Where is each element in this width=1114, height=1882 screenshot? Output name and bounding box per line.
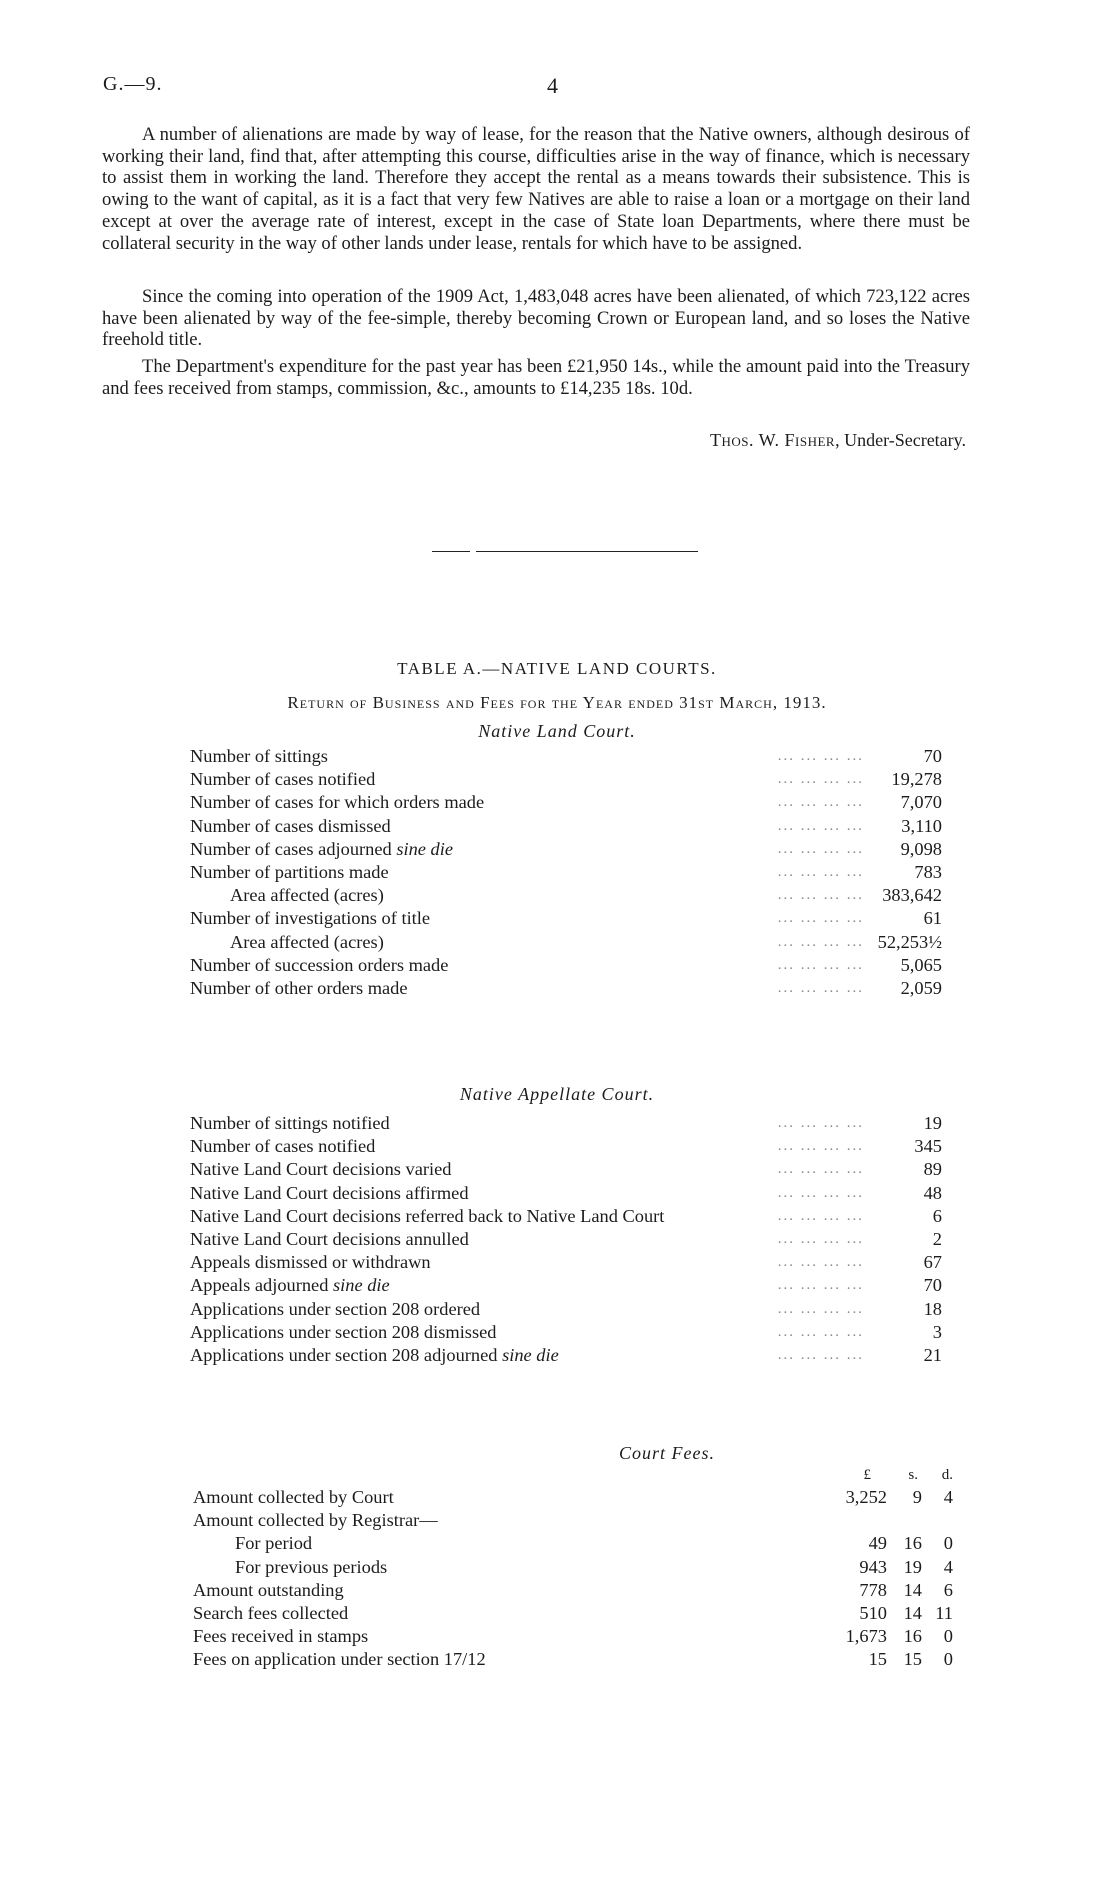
row-value: 18 (923, 1298, 942, 1319)
document-reference: G.—9. (103, 73, 163, 95)
fees-row (193, 1485, 953, 1509)
leader-dots: ... ... ... ... (777, 1161, 864, 1178)
table-title: TABLE A.—NATIVE LAND COURTS. (397, 659, 717, 678)
row-value: 345 (914, 1136, 942, 1157)
row-label (190, 744, 328, 768)
section-heading-land-court: Native Land Court. (478, 721, 636, 741)
row-label-text: Area affected (acres) (230, 885, 384, 906)
row-value: 2,059 (900, 978, 942, 998)
row-value: 52,253½ (877, 931, 942, 952)
leader-dots: ... ... ... ... (777, 980, 864, 996)
table-row (190, 814, 942, 838)
row-value: 9,098 (900, 838, 942, 859)
paragraph-leases (102, 124, 970, 254)
fees-row-label: Amount outstanding (193, 1579, 344, 1600)
table-row (190, 1157, 942, 1181)
fees-shillings: 16 (903, 1533, 922, 1554)
table-row (190, 1273, 942, 1297)
row-label-text: Native Land Court decisions varied (190, 1159, 452, 1180)
row-label-text: Native Land Court decisions referred back to Native Land Court (190, 1205, 665, 1226)
fees-row (193, 1555, 953, 1579)
row-label (190, 1343, 559, 1367)
leader-dots: ... ... ... ... (777, 1300, 864, 1317)
paragraph-alienations (102, 286, 970, 351)
leader-dots: ... ... ... ... (777, 1277, 864, 1294)
fees-pence: 4 (943, 1487, 953, 1507)
fees-row (193, 1647, 953, 1671)
fees-pounds: 15 (868, 1649, 887, 1670)
row-label (230, 930, 384, 954)
fees-pence: 4 (943, 1556, 953, 1577)
fees-row-label: Search fees collected (193, 1603, 349, 1623)
table-row (190, 837, 942, 861)
fees-pounds: 778 (859, 1579, 887, 1600)
fees-row (193, 1624, 953, 1648)
row-label-text: Number of cases notified (190, 769, 376, 790)
row-label-text: Appeals adjourned (190, 1275, 329, 1296)
divider-short (432, 551, 470, 552)
page-number: 4 (547, 73, 558, 98)
row-value: 7,070 (900, 792, 942, 813)
fees-row (193, 1531, 953, 1555)
table-row (190, 1297, 942, 1321)
fees-row (193, 1578, 953, 1602)
table-row (190, 976, 942, 1000)
table-row (190, 953, 942, 977)
fees-row-label: For period (235, 1533, 313, 1554)
leader-dots: ... ... ... ... (777, 1184, 864, 1201)
row-label-text: Number of sittings (190, 746, 328, 766)
signatory-title: , Under-Secretary. (835, 430, 966, 450)
row-label-text: Number of investigations of title (190, 908, 431, 929)
row-value: 70 (923, 746, 942, 766)
fees-pounds: 510 (859, 1603, 887, 1623)
fees-shillings: 16 (903, 1626, 922, 1647)
leader-dots: ... ... ... ... (777, 840, 864, 857)
signature (710, 430, 966, 451)
column-header-pence: d. (941, 1467, 953, 1483)
row-label-text: Number of partitions made (190, 862, 389, 882)
row-value: 783 (914, 862, 942, 882)
table-row (190, 1343, 942, 1367)
fees-row (193, 1601, 953, 1625)
row-label-text: Native Land Court decisions annulled (190, 1229, 469, 1249)
fees-shillings: 19 (903, 1556, 922, 1577)
fees-pence: 0 (943, 1533, 953, 1554)
row-label (190, 837, 453, 861)
row-value: 21 (923, 1345, 942, 1365)
row-label (190, 790, 484, 814)
leader-dots: ... ... ... ... (777, 864, 864, 880)
fees-row-label: Fees received in stamps (193, 1626, 369, 1647)
leader-dots: ... ... ... ... (777, 1138, 864, 1155)
leader-dots: ... ... ... ... (777, 817, 864, 834)
fees-row-label: Amount collected by Registrar— (193, 1510, 438, 1531)
fees-shillings: 15 (903, 1649, 922, 1670)
row-label-emphasis: sine die (502, 1345, 559, 1365)
row-label-text: Number of sittings notified (190, 1113, 390, 1133)
fees-row-label: Amount collected by Court (193, 1487, 394, 1507)
fees-row-label: For previous periods (235, 1556, 388, 1577)
leader-dots: ... ... ... ... (777, 1254, 864, 1271)
table-row (190, 1181, 942, 1205)
leader-dots: ... ... ... ... (777, 956, 864, 973)
leader-dots: ... ... ... ... (777, 748, 864, 764)
row-label (190, 860, 389, 884)
row-label (190, 1111, 390, 1135)
table-row (190, 744, 942, 768)
row-value: 67 (923, 1252, 942, 1273)
table-row (190, 1250, 942, 1274)
row-value: 5,065 (900, 954, 942, 975)
paragraph-text: Since the coming into operation of the 1909 Act, 1,483,048 acres have been alienated, of which 723,122 acres have been alienated by way of the fee-simple, thereby becoming Crown or European land, and so loses the Native freehold title. (102, 286, 970, 351)
row-value: 48 (923, 1182, 942, 1203)
table-row (190, 1320, 942, 1344)
column-header-shillings: s. (908, 1467, 918, 1483)
leader-dots: ... ... ... ... (777, 887, 864, 904)
column-header-pounds: £ (863, 1467, 871, 1483)
row-label-text: Native Land Court decisions affirmed (190, 1182, 469, 1203)
paragraph-text: The Department's expenditure for the past year has been £21,950 14s., while the amount paid into the Treasury and fees received from stamps, commission, &c., amounts to £14,235 18s. 10d. (102, 356, 970, 399)
row-label (190, 976, 408, 1000)
leader-dots: ... ... ... ... (777, 1115, 864, 1131)
fees-shillings: 14 (903, 1579, 922, 1600)
row-label-text: Area affected (acres) (230, 931, 384, 952)
row-value: 61 (923, 908, 942, 929)
row-label-text: Number of cases adjourned (190, 838, 392, 859)
table-row (190, 1111, 942, 1135)
fees-column-headers (193, 1467, 953, 1487)
row-label-emphasis: sine die (333, 1275, 390, 1296)
row-value: 70 (923, 1275, 942, 1296)
leader-dots: ... ... ... ... (777, 1207, 864, 1224)
table-row (190, 906, 942, 930)
row-label (190, 906, 430, 930)
leader-dots: ... ... ... ... (777, 1347, 864, 1363)
row-label (190, 1157, 451, 1181)
row-label (190, 1204, 664, 1228)
row-label-text: Number of cases notified (190, 1136, 376, 1157)
paragraph-text: A number of alienations are made by way of lease, for the reason that the Native owners, although desirous of working their land, find that, after attempting this course, difficulties arise in the way of finance, which is necessary to assist them in working the land. Therefore they accept the rental as a means towards their subsistence. This is owing to the want of capital, as it is a fact that very few Natives are able to raise a loan or a mortgage on their land except at over the average rate of interest, except in the case of State loan Departments, where there must be collateral security in the way of other lands under lease, rentals for which have to be assigned. (102, 124, 970, 254)
table-subtitle: Return of Business and Fees for the Year ended 31st March, 1913. (287, 693, 827, 712)
divider-long (476, 551, 698, 552)
row-label (190, 1250, 431, 1274)
section-heading-court-fees: Court Fees. (619, 1443, 715, 1463)
section-heading-appellate-court: Native Appellate Court. (459, 1084, 655, 1104)
leader-dots: ... ... ... ... (777, 1231, 864, 1247)
row-label-text: Number of cases dismissed (190, 815, 391, 836)
row-label (190, 767, 375, 791)
row-label (190, 1320, 496, 1344)
row-value: 383,642 (882, 885, 942, 906)
row-label-text: Number of succession orders made (190, 954, 449, 975)
row-label (190, 1134, 375, 1158)
row-label (190, 814, 391, 838)
leader-dots: ... ... ... ... (777, 1323, 864, 1340)
row-label (190, 1273, 390, 1297)
fees-row-label: Fees on application under section 17/12 (193, 1649, 486, 1670)
table-row (190, 1204, 942, 1228)
fees-shillings: 9 (912, 1487, 922, 1507)
row-label-text: Appeals dismissed or withdrawn (190, 1252, 431, 1273)
row-label-text: Applications under section 208 adjourned (190, 1345, 498, 1365)
fees-shillings: 14 (903, 1603, 922, 1623)
fees-pounds: 943 (859, 1556, 887, 1577)
leader-dots: ... ... ... ... (777, 794, 864, 811)
row-label (190, 1227, 469, 1251)
signatory-name: Thos. W. Fisher (710, 430, 836, 450)
fees-pence: 0 (943, 1649, 953, 1670)
table-row (190, 860, 942, 884)
fees-pence: 11 (935, 1603, 953, 1623)
row-label (190, 1297, 480, 1321)
row-value: 2 (932, 1229, 942, 1249)
row-label-text: Number of other orders made (190, 978, 408, 998)
leader-dots: ... ... ... ... (777, 933, 864, 950)
row-value: 89 (923, 1159, 942, 1180)
row-value: 19,278 (891, 769, 942, 790)
row-label-emphasis: sine die (396, 838, 454, 859)
row-label-text: Number of cases for which orders made (190, 792, 485, 813)
fees-pence: 6 (943, 1579, 953, 1600)
row-value: 19 (923, 1113, 942, 1133)
fees-row (193, 1508, 953, 1532)
paragraph-expenditure (102, 356, 970, 399)
leader-dots: ... ... ... ... (777, 910, 864, 927)
table-row (190, 790, 942, 814)
leader-dots: ... ... ... ... (777, 771, 864, 788)
row-value: 3,110 (901, 815, 942, 836)
fees-pounds: 3,252 (845, 1487, 887, 1507)
row-label-text: Applications under section 208 ordered (190, 1298, 481, 1319)
row-label (230, 883, 384, 907)
row-value: 3 (932, 1321, 942, 1342)
table-row (190, 1227, 942, 1251)
table-row (190, 930, 942, 954)
row-value: 6 (932, 1205, 942, 1226)
row-label-text: Applications under section 208 dismissed (190, 1321, 497, 1342)
fees-pence: 0 (943, 1626, 953, 1647)
fees-pounds: 49 (868, 1533, 887, 1554)
table-row (190, 1134, 942, 1158)
fees-pounds: 1,673 (845, 1626, 887, 1647)
table-row (190, 767, 942, 791)
row-label (190, 953, 448, 977)
table-row (190, 883, 942, 907)
row-label (190, 1181, 469, 1205)
